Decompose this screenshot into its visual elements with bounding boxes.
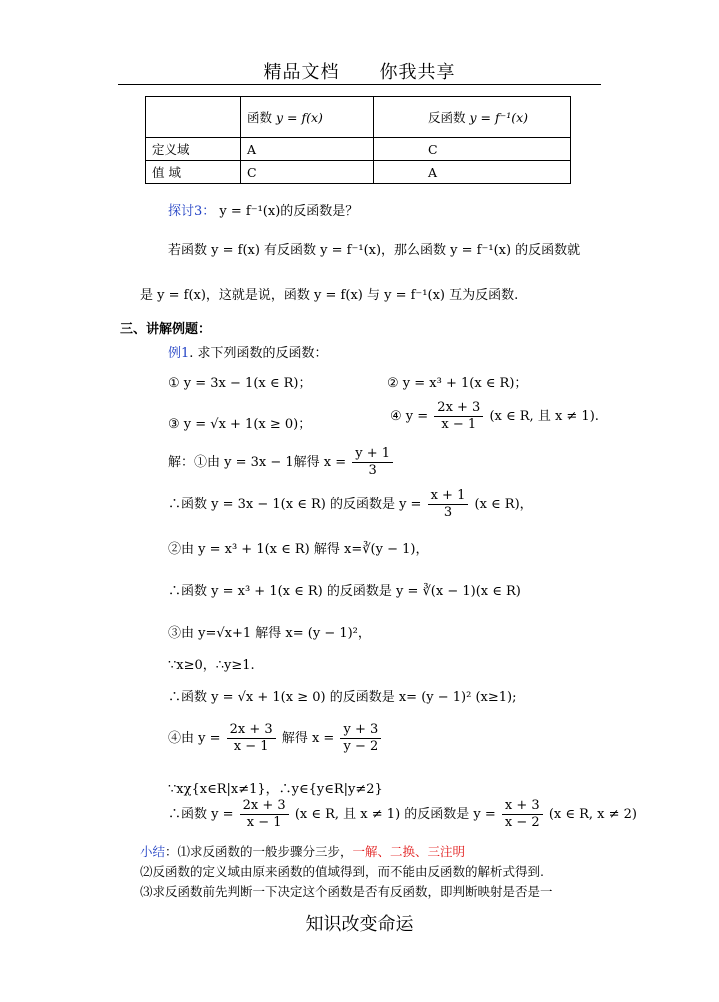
solution-step-6: ∵x≥0，∴y≥1. <box>168 658 255 673</box>
example1-heading <box>168 342 328 361</box>
summary-label: 小结 <box>140 844 166 859</box>
fraction: $\frac{x + 3}{x - 2}$ <box>502 798 543 831</box>
fraction: $\frac{y + 1}{3}$ <box>352 446 393 479</box>
row-func-cell: C <box>241 161 374 184</box>
solution-step-1: 解：①由 y = 3x − 1解得 x = $\frac{y + 1}{3}$ <box>168 446 395 479</box>
fraction: $\frac{y + 3}{y - 2}$ <box>340 722 381 755</box>
table-header-inverse: 反函数 y = f⁻¹(x) <box>374 97 571 138</box>
solution-step-3: ②由 y = x³ + 1(x ∈ R) 解得 x=∛(y − 1)， <box>168 542 429 557</box>
summary-highlight: 一解、二换、三注明 <box>352 844 466 859</box>
page-header <box>0 58 719 84</box>
solution-step-2: ∴函数 y = 3x − 1(x ∈ R) 的反函数是 y = $\frac{x + 1}{3}$ (x ∈ R)， <box>168 488 533 520</box>
row-inv-cell: A <box>374 161 571 184</box>
table-header-row <box>146 97 571 138</box>
fraction: $\frac{2x + 3}{x - 1}$ <box>240 798 289 831</box>
section-title: 三、讲解例题： <box>120 322 212 337</box>
solution-step-5: ③由 y=√x+1 解得 x= (y − 1)²， <box>168 626 371 641</box>
header-right: 你我共享 <box>379 62 456 83</box>
table-row <box>146 161 571 184</box>
solution-step-10: ∴函数 y = $\frac{2x + 3}{x - 1}$ (x ∈ R, 且 x ≠ 1) 的反函数是 y = $\frac{x + 3}{x - 2}$ (x ∈ R, x ≠ 2) <box>168 798 638 830</box>
explore3-para1: 若函数 y = f(x) 有反函数 y = f⁻¹(x)，那么函数 y = f⁻¹(x) 的反函数就 <box>168 243 581 258</box>
header-rule <box>118 84 601 85</box>
page-footer: 知识改变命运 <box>305 914 414 935</box>
example1-text: . 求下列函数的反函数： <box>189 346 328 361</box>
fraction: $\frac{x + 1}{3}$ <box>428 488 469 521</box>
row-label: 定义域 <box>146 138 241 161</box>
example-item-3: ③ y = √x + 1(x ≥ 0)； <box>168 417 312 432</box>
solution-step-8: ④由 y = $\frac{2x + 3}{x - 1}$ 解得 x = $\frac{y + 3}{y - 2}$ <box>168 722 383 755</box>
example1-label: 例1 <box>168 346 190 361</box>
table-corner-cell <box>146 97 241 138</box>
row-inv-cell: C <box>374 138 571 161</box>
row-func-cell: A <box>241 138 374 161</box>
example-item-2: ② y = x³ + 1(x ∈ R)； <box>387 376 528 391</box>
explore3-question: y = f⁻¹(x)的反函数是？ <box>219 204 359 219</box>
solution-step-4: ∴函数 y = x³ + 1(x ∈ R) 的反函数是 y = ∛(x − 1)(x ∈ R) <box>168 584 521 599</box>
explore3-line <box>168 200 358 219</box>
summary-line-3: ⑶求反函数前先判断一下决定这个函数是否有反函数，即判断映射是否是一 <box>140 884 553 899</box>
summary-line-2: ⑵反函数的定义域由原来函数的值域得到，而不能由反函数的解析式得到. <box>140 864 544 879</box>
example-item-4: ④ y = $\frac{2x + 3}{x - 1}$ (x ∈ R, 且 x ≠ 1). <box>390 400 599 432</box>
fraction: $\frac{2x + 3}{x - 1}$ <box>227 722 276 755</box>
header-left: 精品文档 <box>263 62 340 83</box>
summary-line-1: 小结：⑴求反函数的一般步骤分三步，一解、二换、三注明 <box>140 844 466 859</box>
explore3-para2: 是 y = f(x)，这就是说，函数 y = f(x) 与 y = f⁻¹(x) 互为反函数. <box>140 288 519 303</box>
solution-step-7: ∴函数 y = √x + 1(x ≥ 0) 的反函数是 x= (y − 1)² (x≥1); <box>168 690 517 705</box>
function-table <box>145 96 571 184</box>
explore3-label: 探讨3： <box>168 204 216 219</box>
example-item-1: ① y = 3x − 1(x ∈ R)； <box>168 376 312 391</box>
table-row <box>146 138 571 161</box>
solution-step-9: ∵xχ{x∈R|x≠1}，∴y∈{y∈R|y≠2} <box>168 782 383 797</box>
fraction: $\frac{2x + 3}{x - 1}$ <box>434 400 483 433</box>
row-label: 值 域 <box>146 161 241 184</box>
table-header-func: 函数 y = f(x) <box>241 97 374 138</box>
